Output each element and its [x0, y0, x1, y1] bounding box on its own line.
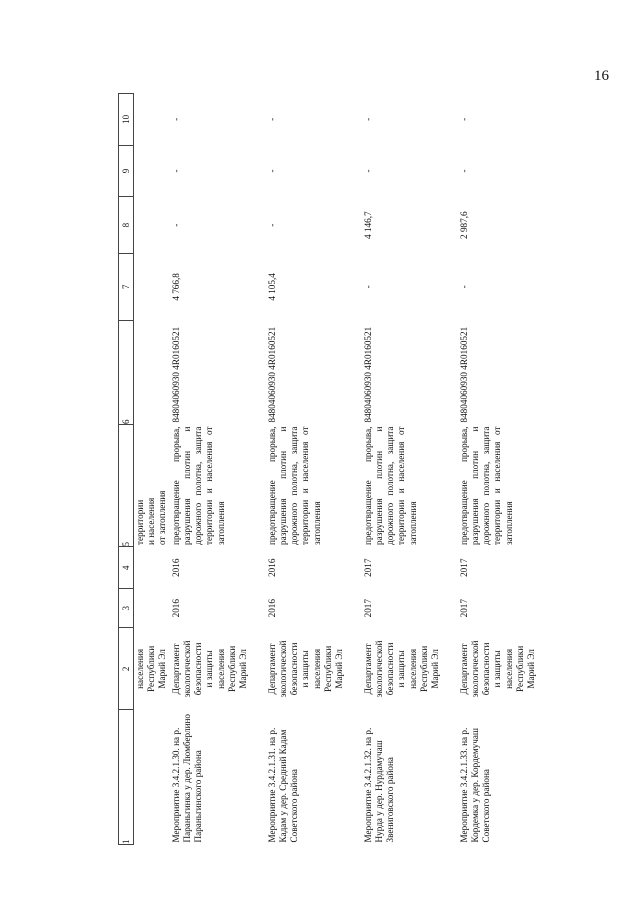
funding-2019: -: [266, 117, 277, 121]
col-header-5: 5: [119, 425, 134, 547]
measure-name: Мероприятие 3.4.2.1.33. на р. Кордемка у дер. Кордемучаш Советского района: [458, 727, 492, 843]
budget-code: 84804060930 4R0160521: [362, 326, 373, 423]
measure-name: Мероприятие 3.4.2.1.31. на р. Кадам у дер. Средний Кадам Советского района: [266, 727, 300, 843]
cont-goal-line: и населения: [146, 497, 157, 545]
start-year: 2016: [170, 599, 181, 618]
measure-name: Мероприятие 3.4.2.1.30. на р. Параньгинка у дер. Люмберлино Параньгинского района: [170, 713, 204, 843]
cont-goal-cell: [134, 425, 170, 547]
start-year: 2017: [458, 599, 469, 618]
table-row: [266, 94, 362, 845]
cont-goal-line: от затопления: [157, 490, 168, 545]
end-year: 2017: [458, 558, 469, 577]
responsible-org: Департамент экологической безопасности и защиты населения Республики Марий Эл: [458, 640, 536, 698]
col-header-6: 6: [119, 320, 134, 424]
funding-2017: -: [266, 223, 277, 227]
end-year: 2016: [170, 558, 181, 577]
continuation-row: [134, 94, 170, 845]
header-row: [119, 94, 134, 845]
responsible-org: Департамент экологической безопасности и защиты населения Республики Марий Эл: [170, 640, 248, 698]
expected-result: предотвращение прорыва, разрушения плотин и дорожного полотна, защита территории и населения от затопления: [362, 426, 418, 545]
budget-code: 84804060930 4R0160521: [170, 326, 181, 423]
funding-2018: -: [362, 169, 373, 173]
expected-result: предотвращение прорыва, разрушения плотин и дорожного полотна, защита территории и населения от затопления: [458, 426, 514, 545]
page-number: 16: [594, 68, 609, 84]
table-row: [458, 94, 554, 845]
col-header-9: 9: [119, 145, 134, 197]
program-table: [118, 93, 554, 845]
start-year: 2017: [362, 599, 373, 618]
col-header-7: 7: [119, 253, 134, 320]
funding-2016: 4 766,8: [170, 273, 181, 301]
funding-2018: -: [458, 169, 469, 173]
funding-2016: -: [458, 285, 469, 289]
expected-result: предотвращение прорыва, разрушения плотин и дорожного полотна, защита территории и населения от затопления: [266, 426, 322, 545]
start-year: 2016: [266, 599, 277, 618]
funding-2019: -: [170, 117, 181, 121]
funding-2018: -: [266, 169, 277, 173]
funding-2016: -: [362, 285, 373, 289]
col-header-4: 4: [119, 547, 134, 588]
cont-org-cell: [134, 628, 170, 710]
budget-code: 84804060930 4R0160521: [458, 326, 469, 423]
funding-2017: 2 987,6: [458, 211, 469, 239]
funding-2017: -: [170, 223, 181, 227]
cont-name-cell: [134, 710, 170, 845]
funding-2018: -: [170, 169, 181, 173]
end-year: 2016: [266, 558, 277, 577]
funding-2019: -: [458, 117, 469, 121]
table-row: [170, 94, 266, 845]
responsible-org: Департамент экологической безопасности и защиты населения Республики Марий Эл: [362, 640, 440, 698]
expected-result: предотвращение прорыва, разрушения плотин и дорожного полотна, защита территории и населения от затопления: [170, 426, 226, 545]
table-row: [362, 94, 458, 845]
col-header-3: 3: [119, 588, 134, 627]
col-header-8: 8: [119, 197, 134, 254]
cont-org-line: населения: [135, 648, 145, 689]
col-header-2: 2: [119, 628, 134, 710]
budget-code: 84804060930 4R0160521: [266, 326, 277, 423]
funding-2017: 4 146,7: [362, 211, 373, 239]
col-header-1: 1: [119, 710, 134, 845]
cont-org-line: Республики: [146, 645, 157, 692]
cont-goal-line: территории: [135, 499, 145, 545]
funding-2016: 4 105,4: [266, 273, 277, 301]
responsible-org: Департамент экологической безопасности и защиты населения Республики Марий Эл: [266, 640, 344, 698]
funding-2019: -: [362, 117, 373, 121]
col-header-10: 10: [119, 94, 134, 146]
rotated-table-container: [118, 93, 536, 845]
end-year: 2017: [362, 558, 373, 577]
cont-org-line: Марий Эл: [157, 649, 168, 689]
measure-name: Мероприятие 3.4.2.1.32. на р. Нурда у дер. Нурдамучаш Звениговского района: [362, 727, 396, 843]
